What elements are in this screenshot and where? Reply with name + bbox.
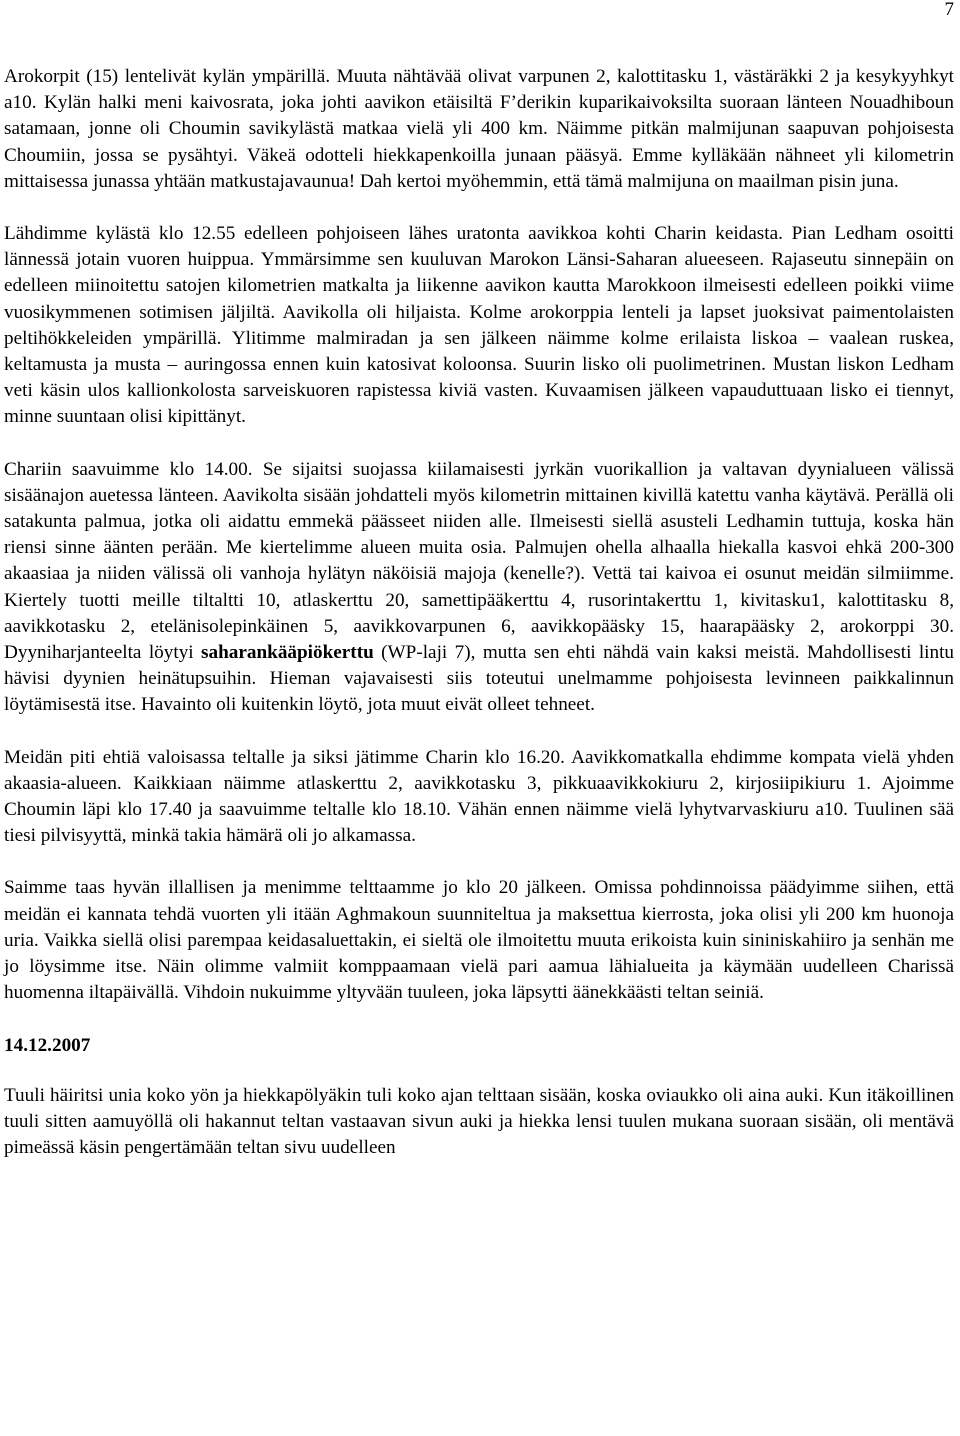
paragraph-3 [4, 457, 954, 719]
paragraph-2: Lähdimme kylästä klo 12.55 edelleen pohjoiseen lähes uratonta aavikkoa kohti Charin keidasta. Pian Ledham osoitti lännessä jotain vuoren huippua. Ymmärsimme sen kuuluvan Marokon Länsi-Saharan alueeseen. Rajaseutu sinnepäin on edelleen miinoitettu satojen kilometrien matkalta ja liikenne aavikon kautta Marokkoon ilmeisesti edelleen poikki viime vuosikymmenen sotimisen jäljiltä. Aavikolla oli hiljaista. Kolme arokorppia lenteli ja lapset juoksivat paimentolaisten peltihökkeleiden ympärillä. Ylitimme malmiradan ja sen jälkeen näimme kolme erilaista liskoa – vaalean ruskea, keltamusta ja musta – auringossa ennen kuin katosivat koloonsa. Suurin lisko oli puolimetrinen. Mustan liskon Ledham veti käsin ulos kallionkolosta sarveiskuoren rapistessa kiviä vasten. Kuvaamisen jälkeen vapauduttuaan lisko ei tiennyt, minne suuntaan olisi kipittänyt. [4, 223, 954, 428]
species-name-bold: saharankääpiökerttu [201, 642, 374, 664]
document-body [4, 64, 954, 1161]
paragraph-3-text-start: Chariin saavuimme klo 14.00. Se sijaitsi suojassa kiilamaisesti jyrkän vuorikallion ja valtavan dyynialueen välissä sisäänajon auetessa länteen. Aavikolta sisään johdatteli myös kilometrin mittainen kivillä katettu vanha käytävä. Perällä oli satakunta palmua, jotka oli aidattu emmekä päässeet niiden alle. Ilmeisesti siellä asusteli Ledhamin tuttuja, koska hän riensi sinne äänten perään. Me kiertelimme alueen muita osia. Palmujen ohella alhaalla hiekalla kasvoi ehkä 200-300 akaasiaa ja niiden välissä oli vanhoja hylätyn näköisiä majoja (kenelle?). Vettä tai kaivoa ei osunut meidän silmiimme. Kiertely tuotti meille tiltaltti 10, atlaskerttu 20, samettipääkerttu 4, rusorintakerttu 1, kivitasku1, kalottitasku 8, aavikkotasku 2, etelänisolepinkäinen 5, aavikkovarpunen 6, aavikkopääsky 15, haarapääsky 2, arokorppi 30. Dyyniharjanteelta löytyi [4, 458, 954, 664]
paragraph-1: Arokorpit (15) lentelivät kylän ympärillä. Muuta nähtävää olivat varpunen 2, kalottitasku 1, västäräkki 2 ja kesykyyhkyt a10. Kylän halki meni kaivosrata, joka johti aavikon etäisiltä F’derikin kuparikaivoksilta suoraan länteen Nouadhiboun satamaan, jonne oli Choumin savikylästä matkaa vielä yli 400 km. Näimme pitkän malmijunan saapuvan pohjoisesta Choumiin, jossa se pysähtyi. Väkeä odotteli hiekkapenkoilla junaan pääsyä. Emme kylläkään nähneet yli kilometrin mittaisessa junassa yhtään matkustajavaunua! Dah kertoi myöhemmin, että tämä malmijuna on maailman pisin juna. [4, 66, 954, 192]
paragraph-3-text-end: (WP-laji 7), mutta sen ehti nähdä vain kaksi meistä. Mahdollisesti lintu hävisi dyynien heinätupsuihin. Hieman vajavaisesti siis toteutui unelmamme pohjoisesta levinneen paikkalinnun löytämisestä itse. Havainto oli kuitenkin löytö, jota muut eivät olleet tehneet. [4, 642, 954, 716]
paragraph-5: Saimme taas hyvän illallisen ja menimme telttaamme jo klo 20 jälkeen. Omissa pohdinnoissa päädyimme siihen, että meidän ei kannata tehdä vuorten yli itään Aghmakoun suunniteltua ja maksettua kierrosta, joka olisi yli 200 km huonoja uria. Vaikka siellä olisi parempaa keidasaluettakin, ei sieltä ole ilmoitettu muuta erikoista kuin sininiskahiiro ja senhän me jo löysimme itse. Näin olimme valmiit komppaamaan vielä pari aamua lähialueita ja käymään uudelleen Charissä huomenna iltapäivällä. Vihdoin nukuimme yltyvään tuuleen, joka läpsytti äänekkäästi teltan seiniä. [4, 877, 954, 1004]
page-number: 7 [944, 0, 954, 20]
paragraph-4: Meidän piti ehtiä valoisassa teltalle ja siksi jätimme Charin klo 16.20. Aavikkomatkalla ehdimme kompata vielä yhden akaasia-alueen. Kaikkiaan näimme atlaskerttu 2, aavikkotasku 3, pikkuaavikkokiuru 2, kirjosiipikiuru 1. Ajoimme Choumin läpi klo 17.40 ja saavuimme teltalle klo 18.10. Vähän ennen näimme vielä lyhytvarvaskiuru a10. Tuulinen sää tiesi pilvisyyttä, minkä takia hämärä oli jo alkamassa. [4, 746, 954, 847]
paragraph-6: Tuuli häiritsi unia koko yön ja hiekkapölyäkin tuli koko ajan telttaan sisään, koska oviaukko oli aina auki. Kun itäkoillinen tuuli sitten aamuyöllä oli hakannut teltan vastaavan sivun auki ja hiekka lensi tuulen mukana suoraan sisään, oli mentävä pimeässä käsin pengertämään teltan sivu uudelleen [4, 1084, 954, 1159]
date-heading: 14.12.2007 [4, 1034, 91, 1056]
